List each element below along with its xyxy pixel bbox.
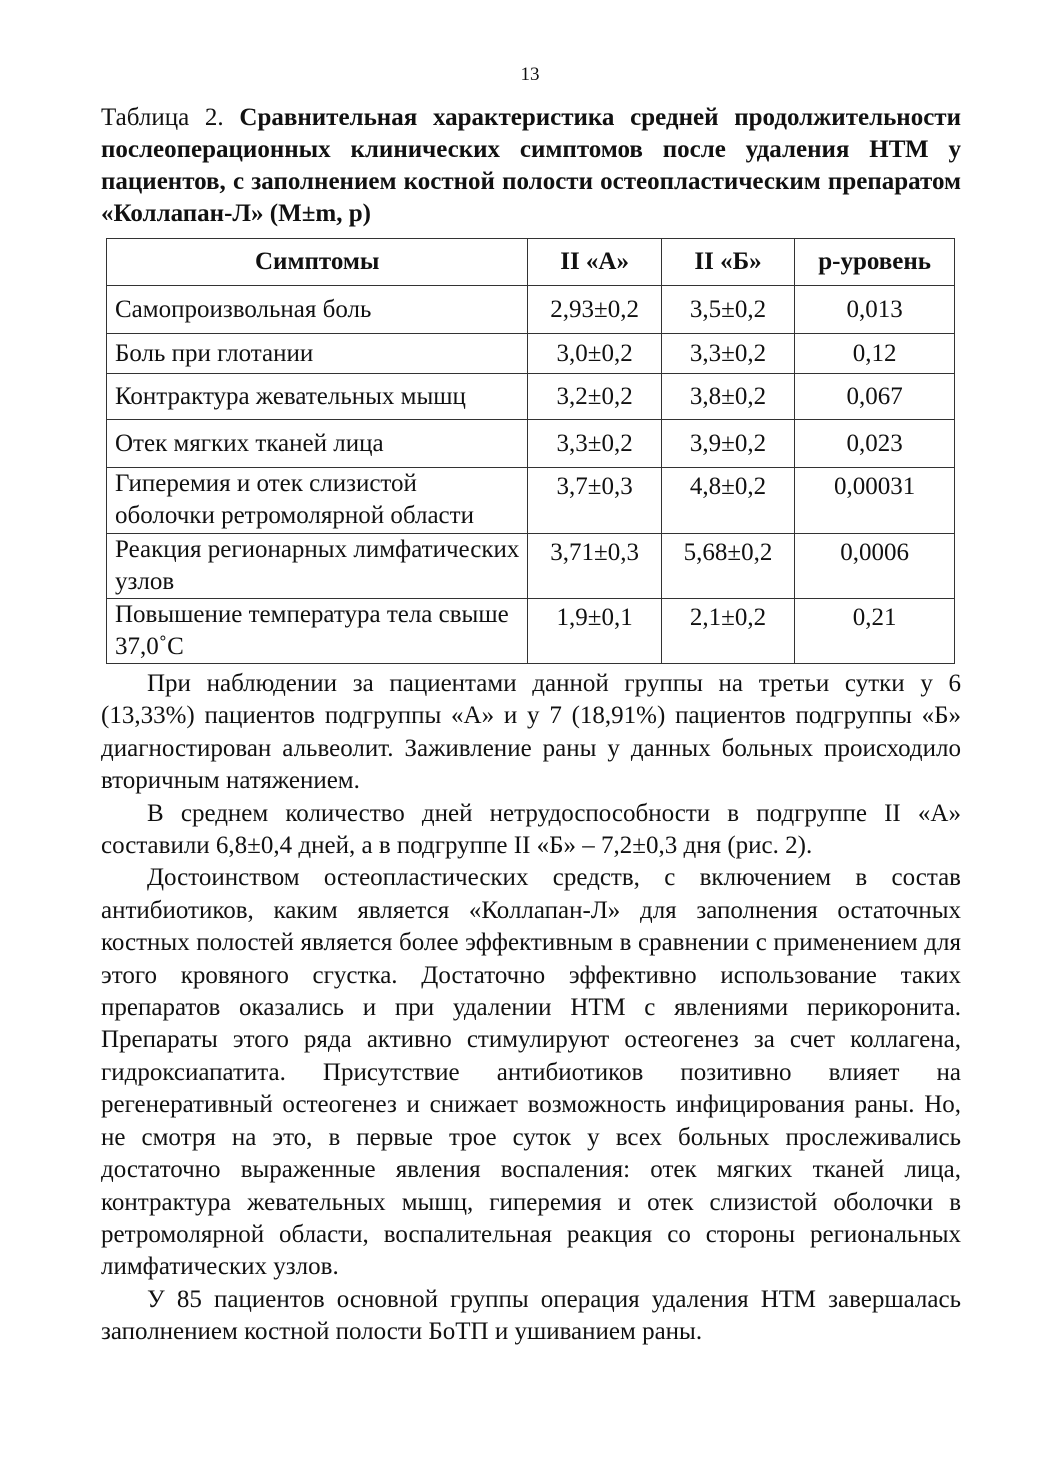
- cell-group-a: 3,0±0,2: [528, 334, 661, 374]
- table-row: [107, 334, 955, 374]
- cell-group-b: 3,5±0,2: [661, 286, 794, 334]
- header-p-level: p-уровень: [795, 239, 955, 286]
- cell-group-a: 3,2±0,2: [528, 374, 661, 420]
- table-header-row: [107, 239, 955, 286]
- page-number: 13: [520, 64, 540, 85]
- cell-group-b: 5,68±0,2: [661, 534, 794, 599]
- paragraph: Достоинством остеопластических средств, с включением в состав антибиотиков, каким является «Коллапан-Л» для заполнения остаточных костных полостей является более эффективным в сравнении с применением для этого кровяного сгустка. Достаточно эффективно использование таких препаратов оказались и при удалении НТМ с явлениями перикоронита. Препараты этого ряда активно стимулируют остеогенез за счет коллагена, гидроксиапатита. Присутствие антибиотиков позитивно влияет на регенеративный остеогенез и снижает возможность инфицирования раны. Но, не смотря на это, в первые трое суток у всех больных прослеживались достаточно выраженные явления воспаления: отек мягких тканей лица, контрактура жевательных мышц, гиперемия и отек слизистой оболочки в ретромолярной области, воспалительная реакция со стороны региональных лимфатических узлов.: [101, 864, 961, 1281]
- header-group-a: II «А»: [528, 239, 661, 286]
- header-symptoms: Симптомы: [107, 239, 528, 286]
- cell-group-b: 3,9±0,2: [661, 420, 794, 468]
- paragraph: При наблюдении за пациентами данной группы на третьи сутки у 6 (13,33%) пациентов подгруппы «А» и у 7 (18,91%) пациентов подгруппы «Б» диагностирован альвеолит. Заживление раны у данных больных происходило вторичным натяжением.: [101, 670, 961, 795]
- paragraph: В среднем количество дней нетрудоспособности в подгруппе II «А» составили 6,8±0,4 дней, а в подгруппе II «Б» – 7,2±0,3 дня (рис. 2).: [101, 799, 961, 860]
- cell-symptom: Самопроизвольная боль: [107, 286, 528, 334]
- table-row: [107, 599, 955, 664]
- cell-symptom: Контрактура жевательных мышц: [107, 374, 528, 420]
- cell-symptom: Реакция регионарных лимфатических узлов: [107, 534, 528, 599]
- cell-symptom: Гиперемия и отек слизистой оболочки ретромолярной области: [107, 468, 528, 534]
- caption-title: Сравнительная характеристика средней продолжительности послеоперационных клинических симптомов после удаления НТМ у пациентов, с заполнением костной полости остеопластическим препаратом «Коллапан-Л» (M±m, p): [101, 104, 961, 227]
- cell-p-level: 0,0006: [795, 534, 955, 599]
- cell-group-a: 3,71±0,3: [528, 534, 661, 599]
- table-row: [107, 374, 955, 420]
- paragraph: У 85 пациентов основной группы операция удаления НТМ завершалась заполнением костной полости БоТП и ушиванием раны.: [101, 1285, 961, 1346]
- cell-group-b: 4,8±0,2: [661, 468, 794, 534]
- body-text: [101, 668, 961, 1349]
- cell-symptom: Отек мягких тканей лица: [107, 420, 528, 468]
- cell-p-level: 0,013: [795, 286, 955, 334]
- caption-prefix: Таблица 2.: [101, 104, 240, 131]
- cell-symptom: Боль при глотании: [107, 334, 528, 374]
- cell-group-a: 3,3±0,2: [528, 420, 661, 468]
- cell-group-b: 3,3±0,2: [661, 334, 794, 374]
- cell-p-level: 0,00031: [795, 468, 955, 534]
- cell-p-level: 0,067: [795, 374, 955, 420]
- cell-p-level: 0,12: [795, 334, 955, 374]
- cell-p-level: 0,023: [795, 420, 955, 468]
- header-group-b: II «Б»: [661, 239, 794, 286]
- table-row: [107, 420, 955, 468]
- cell-group-a: 2,93±0,2: [528, 286, 661, 334]
- cell-group-b: 2,1±0,2: [661, 599, 794, 664]
- cell-group-b: 3,8±0,2: [661, 374, 794, 420]
- table-caption: [101, 102, 961, 230]
- cell-group-a: 3,7±0,3: [528, 468, 661, 534]
- table-row: [107, 286, 955, 334]
- table-row: [107, 534, 955, 599]
- cell-group-a: 1,9±0,1: [528, 599, 661, 664]
- cell-p-level: 0,21: [795, 599, 955, 664]
- symptoms-table: [106, 238, 955, 664]
- table-row: [107, 468, 955, 534]
- cell-symptom: Повышение температура тела свыше 37,0˚С: [107, 599, 528, 664]
